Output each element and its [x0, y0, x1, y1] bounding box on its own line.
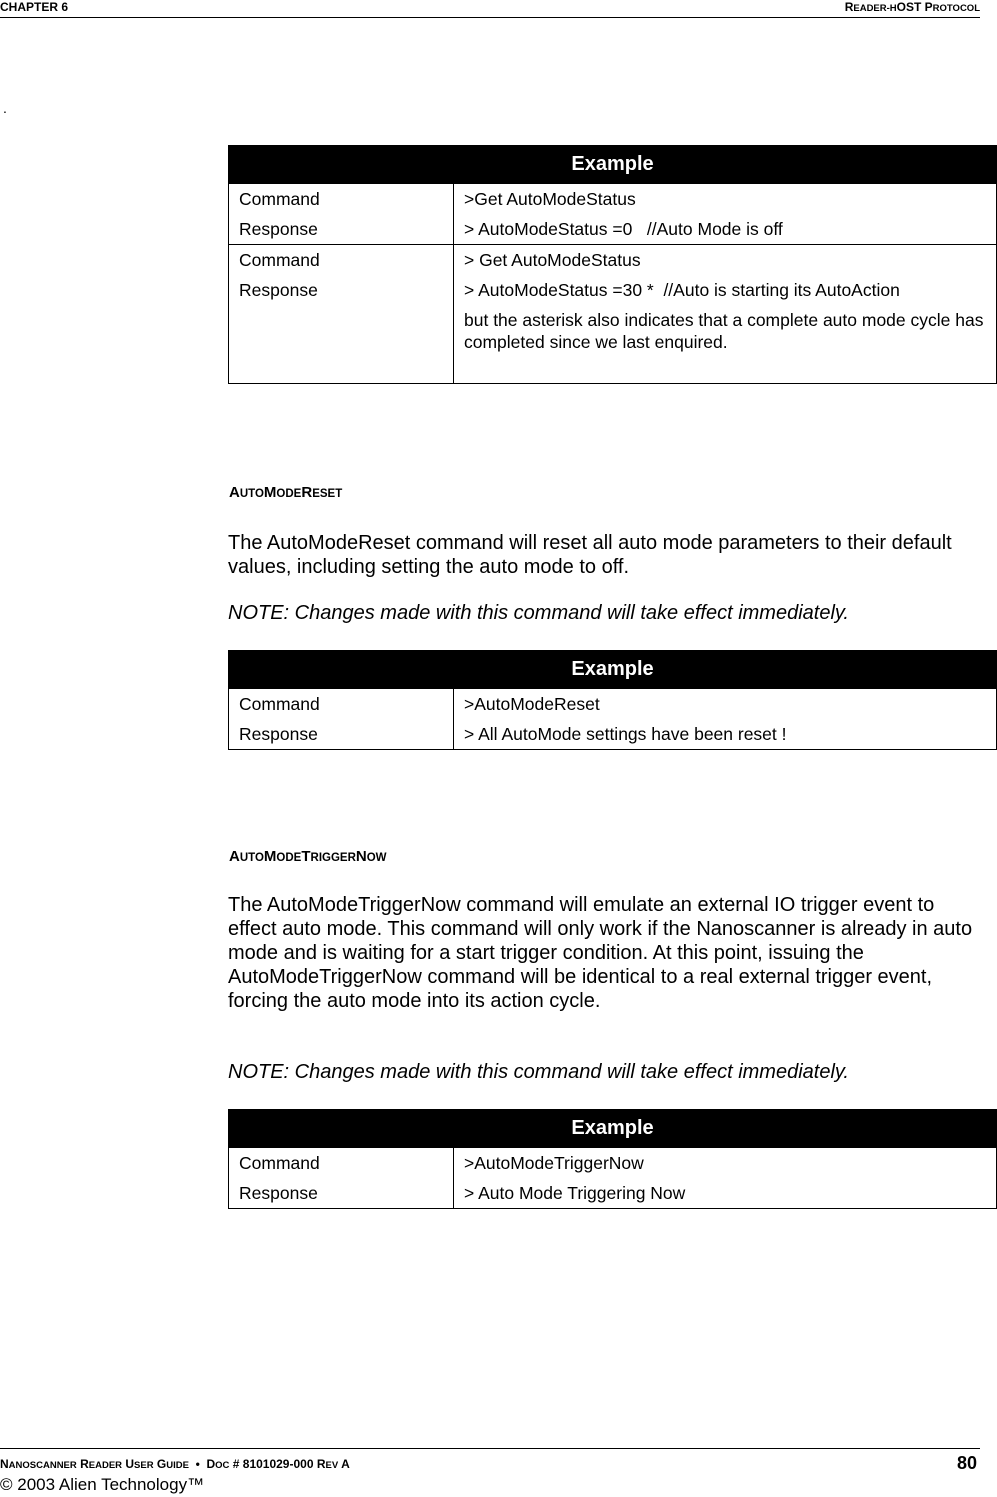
doc-title-part: SER — [134, 1460, 154, 1471]
command-label: Command — [239, 250, 320, 270]
table-cell-values — [454, 1148, 997, 1209]
table-cell-labels — [229, 184, 454, 245]
section-note: NOTE: Changes made with this command will take effect immediately. — [228, 1061, 849, 1083]
table-cell-labels — [229, 689, 454, 750]
command-value: >AutoModeReset — [464, 694, 600, 714]
chapter-label: CHAPTER 6 — [0, 0, 69, 14]
section-title — [845, 0, 980, 14]
section-title-part: OST — [896, 0, 922, 14]
page-footer — [0, 1448, 980, 1494]
table-cell-values — [454, 184, 997, 245]
heading-part: ESET — [312, 488, 343, 500]
doc-title-part: UIDE — [166, 1460, 189, 1471]
table-row — [229, 689, 997, 750]
heading-part: N — [355, 848, 367, 865]
heading-part: OW — [366, 852, 387, 864]
response-value: > All AutoMode settings have been reset ! — [464, 724, 787, 744]
table-row — [229, 184, 997, 245]
table-title: Example — [229, 651, 997, 689]
table-cell-labels — [229, 245, 454, 384]
response-label: Response — [239, 724, 318, 744]
heading-part: M — [263, 848, 277, 865]
table-title: Example — [229, 1110, 997, 1148]
response-value: > AutoModeStatus =0 //Auto Mode is off — [464, 219, 783, 239]
table-cell-labels — [229, 1148, 454, 1209]
command-value: >Get AutoModeStatus — [464, 189, 636, 209]
heading-part: UTO — [239, 488, 264, 500]
page-header — [0, 0, 980, 18]
section-paragraph: The AutoModeTriggerNow command will emulate an external IO trigger event to effect auto mode. This command will only work if the Nanoscanner is already in auto mode and is waiting for a start trigger condition. At this point, issuing the AutoModeTriggerNow command will be identical to a real external trigger event, forcing the auto mode into its action cycle. — [228, 894, 973, 1012]
doc-title-part: EADER — [88, 1460, 123, 1471]
table-title: Example — [229, 146, 997, 184]
section-heading-automodetriggernow — [229, 848, 387, 866]
heading-part: T — [301, 848, 311, 865]
doc-title-part: A — [338, 1457, 350, 1471]
command-label: Command — [239, 189, 320, 209]
doc-number: # 8101029-000 — [229, 1457, 317, 1471]
doc-title-part: D — [206, 1457, 216, 1471]
section-title-part: R — [844, 0, 854, 14]
table-cell-values — [454, 245, 997, 384]
doc-title-part: EV — [325, 1460, 339, 1471]
section-title-part: ROTOCOL — [932, 3, 980, 14]
heading-part: A — [229, 848, 240, 865]
section-paragraph: The AutoModeReset command will reset all auto mode parameters to their default values, including setting the auto mode to off. — [228, 532, 952, 578]
response-value: > AutoModeStatus =30 * //Auto is starting its AutoAction — [464, 280, 900, 300]
section-heading-automodereset — [229, 484, 342, 502]
copyright: © 2003 Alien Technology™ — [0, 1475, 205, 1494]
command-value: >AutoModeTriggerNow — [464, 1153, 644, 1173]
table-row — [229, 1148, 997, 1209]
response-value: > Auto Mode Triggering Now — [464, 1183, 686, 1203]
example-table-automodereset — [228, 650, 997, 750]
doc-title-part: U — [122, 1457, 135, 1471]
section-note: NOTE: Changes made with this command will take effect immediately. — [228, 602, 849, 624]
bullet-separator: • — [188, 1457, 207, 1471]
table-cell-values — [454, 689, 997, 750]
section-title-part: P — [921, 0, 933, 14]
doc-title-part: OC — [215, 1460, 230, 1471]
heading-part: UTO — [239, 852, 264, 864]
heading-part: RIGGER — [310, 852, 356, 864]
doc-title-part: G — [153, 1457, 167, 1471]
table-row — [229, 245, 997, 384]
command-value: > Get AutoModeStatus — [464, 250, 641, 270]
doc-title-part: R — [76, 1457, 89, 1471]
example-table-automodetriggernow — [228, 1109, 997, 1209]
heading-part: R — [301, 484, 313, 501]
response-label: Response — [239, 219, 318, 239]
section-title-part: EADER-H — [853, 3, 897, 14]
response-note: but the asterisk also indicates that a complete auto mode cycle has completed since we last enquired. — [464, 310, 984, 352]
heading-part: ODE — [276, 852, 302, 864]
doc-title-part: N — [0, 1457, 9, 1471]
heading-part: ODE — [276, 488, 302, 500]
command-label: Command — [239, 1153, 320, 1173]
page-number: 80 — [956, 1453, 977, 1473]
example-table-get-automodestatus — [228, 145, 997, 384]
doc-title-part: R — [316, 1457, 326, 1471]
response-label: Response — [239, 280, 318, 300]
heading-part: A — [229, 484, 240, 501]
stray-mark: . — [3, 100, 7, 116]
command-label: Command — [239, 694, 320, 714]
heading-part: M — [263, 484, 277, 501]
response-label: Response — [239, 1183, 318, 1203]
doc-title-part: ANOSCANNER — [8, 1460, 77, 1471]
document-title — [0, 1457, 350, 1471]
